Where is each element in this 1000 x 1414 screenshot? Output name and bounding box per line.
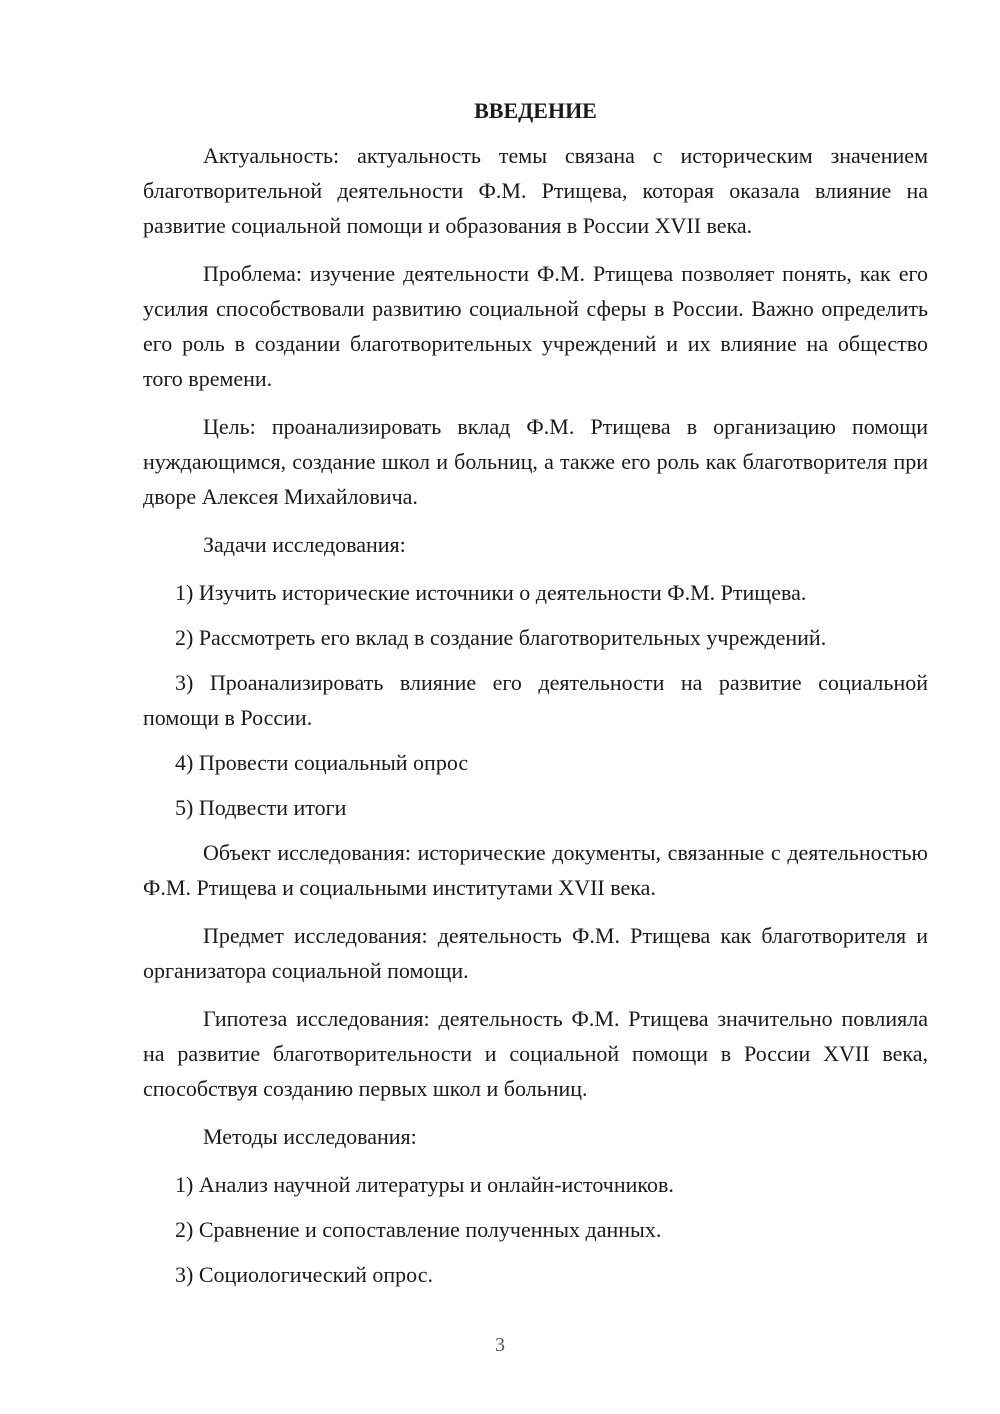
task-item: 2) Рассмотреть его вклад в создание благотворительных учреждений. — [175, 625, 827, 650]
method-item: 3) Социологический опрос. — [175, 1262, 433, 1287]
method-item: 1) Анализ научной литературы и онлайн-источников. — [175, 1172, 674, 1197]
goal-paragraph: Цель: проанализировать вклад Ф.М. Ртищева в организацию помощи нуждающимся, создание школ и больниц, а также его роль как благотворителя при дворе Алексея Михайловича. — [143, 414, 928, 509]
subject-paragraph: Предмет исследования: деятельность Ф.М. Ртищева как благотворителя и организатора социальной помощи. — [143, 923, 928, 983]
document-title: ВВЕДЕНИЕ — [474, 98, 597, 123]
problem-paragraph: Проблема: изучение деятельности Ф.М. Ртищева позволяет понять, как его усилия способствовали развитию социальной сферы в России. Важно определить его роль в создании благотворительных учреждений и их влияние на общество того времени. — [143, 261, 928, 391]
task-item: 3) Проанализировать влияние его деятельности на развитие социальной помощи в России. — [143, 670, 928, 730]
method-item: 2) Сравнение и сопоставление полученных данных. — [175, 1217, 662, 1242]
task-item: 4) Провести социальный опрос — [175, 750, 469, 775]
hypothesis-paragraph: Гипотеза исследования: деятельность Ф.М. Ртищева значительно повлияла на развитие благотворительности и социальной помощи в России XVII века, способствуя созданию первых школ и больниц. — [143, 1006, 928, 1101]
tasks-heading: Задачи исследования: — [203, 532, 406, 557]
methods-heading: Методы исследования: — [203, 1124, 417, 1149]
relevance-paragraph: Актуальность: актуальность темы связана с историческим значением благотворительной деятельности Ф.М. Ртищева, которая оказала влияние на развитие социальной помощи и образования в России XVII века. — [143, 143, 928, 238]
task-item: 1) Изучить исторические источники о деятельности Ф.М. Ртищева. — [175, 580, 807, 605]
object-paragraph: Объект исследования: исторические документы, связанные с деятельностью Ф.М. Ртищева и социальными институтами XVII века. — [143, 840, 928, 900]
task-item: 5) Подвести итоги — [175, 795, 347, 820]
page-number: 3 — [495, 1334, 505, 1356]
document-page — [143, 96, 928, 1302]
